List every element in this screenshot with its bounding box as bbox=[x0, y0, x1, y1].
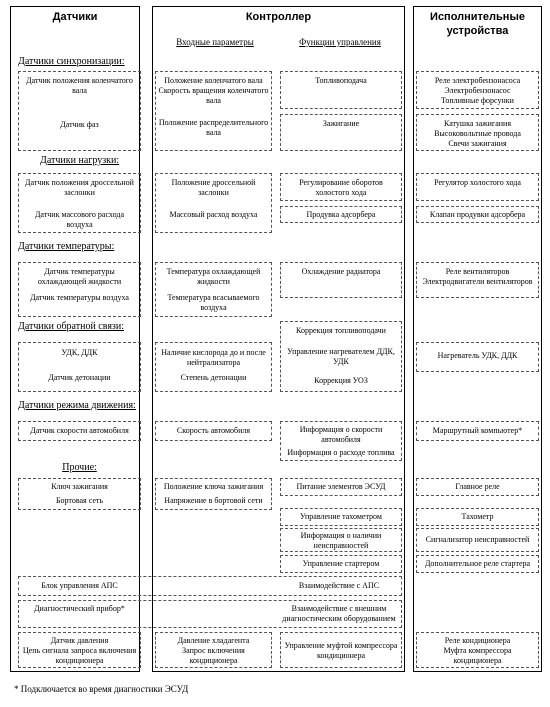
diag-function-1: Взаимодействие с внешним диагностическим оборудованием bbox=[282, 604, 396, 623]
sync-actuator-6: Свечи зажигания bbox=[448, 139, 507, 148]
ac-actuator-2: Муфта компрессора кондиционера bbox=[443, 646, 512, 665]
other-inputs-box bbox=[155, 478, 272, 510]
motion-inputs-box bbox=[155, 421, 272, 441]
sync-actuator-4: Катушка зажигания bbox=[443, 119, 512, 128]
other-actuator-1: Главное реле bbox=[455, 482, 500, 491]
load-sensor-1: Датчик положения дроссельной заслонки bbox=[25, 178, 134, 197]
actuators-header: Исполнительные устройства bbox=[430, 11, 525, 37]
other-function-4-box bbox=[280, 555, 402, 573]
temp-input-2: Температура всасываемого воздуха bbox=[167, 293, 260, 312]
temp-sensors-box bbox=[18, 262, 141, 317]
ac-input-2: Запрос включения кондиционера bbox=[182, 646, 245, 665]
temp-function-box bbox=[280, 262, 402, 298]
section-sync-title: Датчики синхронизации: bbox=[18, 56, 125, 67]
ac-actuators-box bbox=[416, 632, 539, 668]
feedback-function-3: Коррекция УОЗ bbox=[314, 376, 368, 385]
load-actuator-2-box bbox=[416, 206, 539, 223]
sync-inputs-box bbox=[155, 71, 272, 151]
motion-actuators-box bbox=[416, 421, 539, 441]
motion-function-1: Информация о скорости автомобиля bbox=[299, 425, 383, 444]
sensors-header: Датчики bbox=[52, 11, 98, 23]
sync-function-2: Зажигание bbox=[322, 119, 360, 128]
load-sensors-box bbox=[18, 173, 141, 233]
ac-actuator-1: Реле кондиционера bbox=[444, 636, 511, 645]
other-input-1: Положение ключа зажигания bbox=[163, 482, 264, 491]
temp-actuator-1: Реле вентиляторов bbox=[445, 267, 510, 276]
feedback-inputs-box bbox=[155, 342, 272, 392]
other-actuator-2: Тахометр bbox=[461, 512, 494, 521]
aps-function-1: Взаимодействие с АПС bbox=[298, 581, 380, 590]
section-motion-title: Датчики режима движения: bbox=[18, 400, 136, 411]
sync-input-2: Скорость вращения коленчатого вала bbox=[158, 86, 269, 105]
ac-input-1: Давление хладагента bbox=[177, 636, 250, 645]
temp-actuator-2: Электродвигатели вентиляторов bbox=[422, 277, 533, 286]
ac-sensor-2: Цепь сигнала запроса включения кондиционера bbox=[22, 646, 137, 665]
sync-sensor-2: Датчик фаз bbox=[60, 120, 99, 129]
other-function-2: Управление тахометром bbox=[300, 512, 382, 521]
other-function-2-box bbox=[280, 508, 402, 526]
section-feedback-title: Датчики обратной связи: bbox=[18, 321, 125, 332]
ac-functions-box bbox=[280, 632, 402, 668]
other-actuator-4-box bbox=[416, 555, 539, 573]
temp-input-1: Температура охлаждающей жидкости bbox=[166, 267, 261, 286]
sync-actuator-2: Электробензонасос bbox=[444, 86, 511, 95]
motion-actuator-1: Маршрутный компьютер* bbox=[432, 426, 523, 435]
sync-actuator-1: Реле электробензонасоса bbox=[434, 76, 521, 85]
section-other-title: Прочие: bbox=[62, 462, 97, 473]
motion-input-1: Скорость автомобиля bbox=[176, 426, 251, 435]
load-input-2: Массовый расход воздуха bbox=[169, 210, 258, 219]
load-sensor-2: Датчик массового расхода воздуха bbox=[34, 210, 125, 229]
other-input-2: Напряжение в бортовой сети bbox=[164, 496, 263, 505]
feedback-actuators-box bbox=[416, 342, 539, 372]
aps-row-box bbox=[18, 576, 402, 596]
ac-sensor-1: Датчик давления bbox=[50, 636, 109, 645]
other-actuator-3: Сигнализатор неисправностей bbox=[425, 535, 530, 544]
sync-sensor-1: Датчик положения коленчатого вала bbox=[26, 76, 133, 95]
feedback-sensor-1: УДК, ДДК bbox=[61, 348, 98, 357]
load-function-2-box bbox=[280, 206, 402, 223]
section-load-title: Датчики нагрузки: bbox=[40, 155, 120, 166]
load-function-1: Регулирование оборотов холостого хода bbox=[299, 178, 383, 197]
sync-sensors-box bbox=[18, 71, 141, 151]
functions-subheader: Функции управления bbox=[299, 37, 381, 47]
sync-input-3: Положение распределительного вала bbox=[158, 118, 269, 137]
aps-sensor-1: Блок управления АПС bbox=[41, 581, 118, 590]
other-function-1: Питание элементов ЭСУД bbox=[296, 482, 386, 491]
other-sensors-box bbox=[18, 478, 141, 510]
load-actuator-1-box bbox=[416, 173, 539, 201]
temp-function-1: Охлаждение радиатора bbox=[301, 267, 381, 276]
motion-functions-box bbox=[280, 421, 402, 461]
sync-actuators-2-box bbox=[416, 114, 539, 151]
sync-function-1-box bbox=[280, 71, 402, 109]
sync-actuators-1-box bbox=[416, 71, 539, 109]
diag-row-box bbox=[18, 600, 402, 628]
load-input-1: Положение дроссельной заслонки bbox=[171, 178, 256, 197]
temp-actuators-box bbox=[416, 262, 539, 298]
diag-sensor-1: Диагностический прибор* bbox=[34, 604, 125, 613]
ac-sensors-box bbox=[18, 632, 141, 668]
sync-actuator-5: Высоковольтные провода bbox=[434, 129, 521, 138]
feedback-function-1: Коррекция топливоподачи bbox=[296, 326, 386, 335]
sync-input-1: Положение коленчатого вала bbox=[164, 76, 263, 85]
feedback-input-1: Наличие кислорода до и после нейтрализатора bbox=[161, 348, 266, 367]
feedback-sensors-box bbox=[18, 342, 141, 392]
sync-actuator-3: Топливные форсунки bbox=[441, 96, 514, 105]
motion-sensors-box bbox=[18, 421, 141, 441]
footnote: * Подключается во время диагностики ЭСУД bbox=[14, 684, 189, 694]
load-function-2: Продувка адсорбера bbox=[306, 210, 376, 219]
motion-function-2: Информация о расходе топлива bbox=[287, 448, 395, 457]
load-inputs-box bbox=[155, 173, 272, 233]
motion-sensor-1: Датчик скорости автомобиля bbox=[30, 426, 129, 435]
other-function-1-box bbox=[280, 478, 402, 496]
other-function-4: Управление стартером bbox=[302, 559, 380, 568]
controller-header: Контроллер bbox=[245, 11, 312, 23]
other-sensor-2: Бортовая сеть bbox=[55, 496, 104, 505]
other-function-3: Информация о наличии неисправностей bbox=[300, 531, 382, 550]
inputs-subheader: Входные параметры bbox=[176, 37, 254, 47]
load-actuator-1: Регулятор холостого хода bbox=[434, 178, 521, 187]
load-function-1-box bbox=[280, 173, 402, 201]
feedback-input-2: Степень детонации bbox=[180, 373, 247, 382]
feedback-sensor-2: Датчик детонации bbox=[48, 373, 111, 382]
other-function-3-box bbox=[280, 528, 402, 552]
temp-sensor-1: Датчик температуры охлаждающей жидкости bbox=[37, 267, 122, 286]
load-actuator-2: Клапан продувки адсорбера bbox=[429, 210, 526, 219]
other-actuator-2-box bbox=[416, 508, 539, 526]
other-actuator-1-box bbox=[416, 478, 539, 496]
ac-function-1: Управление муфтой компрессора кондиционера bbox=[284, 641, 398, 660]
section-temp-title: Датчики температуры: bbox=[18, 241, 115, 252]
feedback-functions-box bbox=[280, 321, 402, 392]
other-actuator-3-box bbox=[416, 528, 539, 552]
temp-sensor-2: Датчик температуры воздуха bbox=[30, 293, 129, 302]
sync-function-2-box bbox=[280, 114, 402, 151]
other-sensor-1: Ключ зажигания bbox=[51, 482, 108, 491]
ac-inputs-box bbox=[155, 632, 272, 668]
feedback-actuator-1: Нагреватель УДК, ДДК bbox=[437, 351, 518, 360]
other-actuator-4: Дополнительное реле стартера bbox=[424, 559, 531, 568]
feedback-function-2: Управление нагревателем ДДК, УДК bbox=[287, 347, 395, 366]
sync-function-1: Топливоподача bbox=[315, 76, 367, 85]
temp-inputs-box bbox=[155, 262, 272, 317]
